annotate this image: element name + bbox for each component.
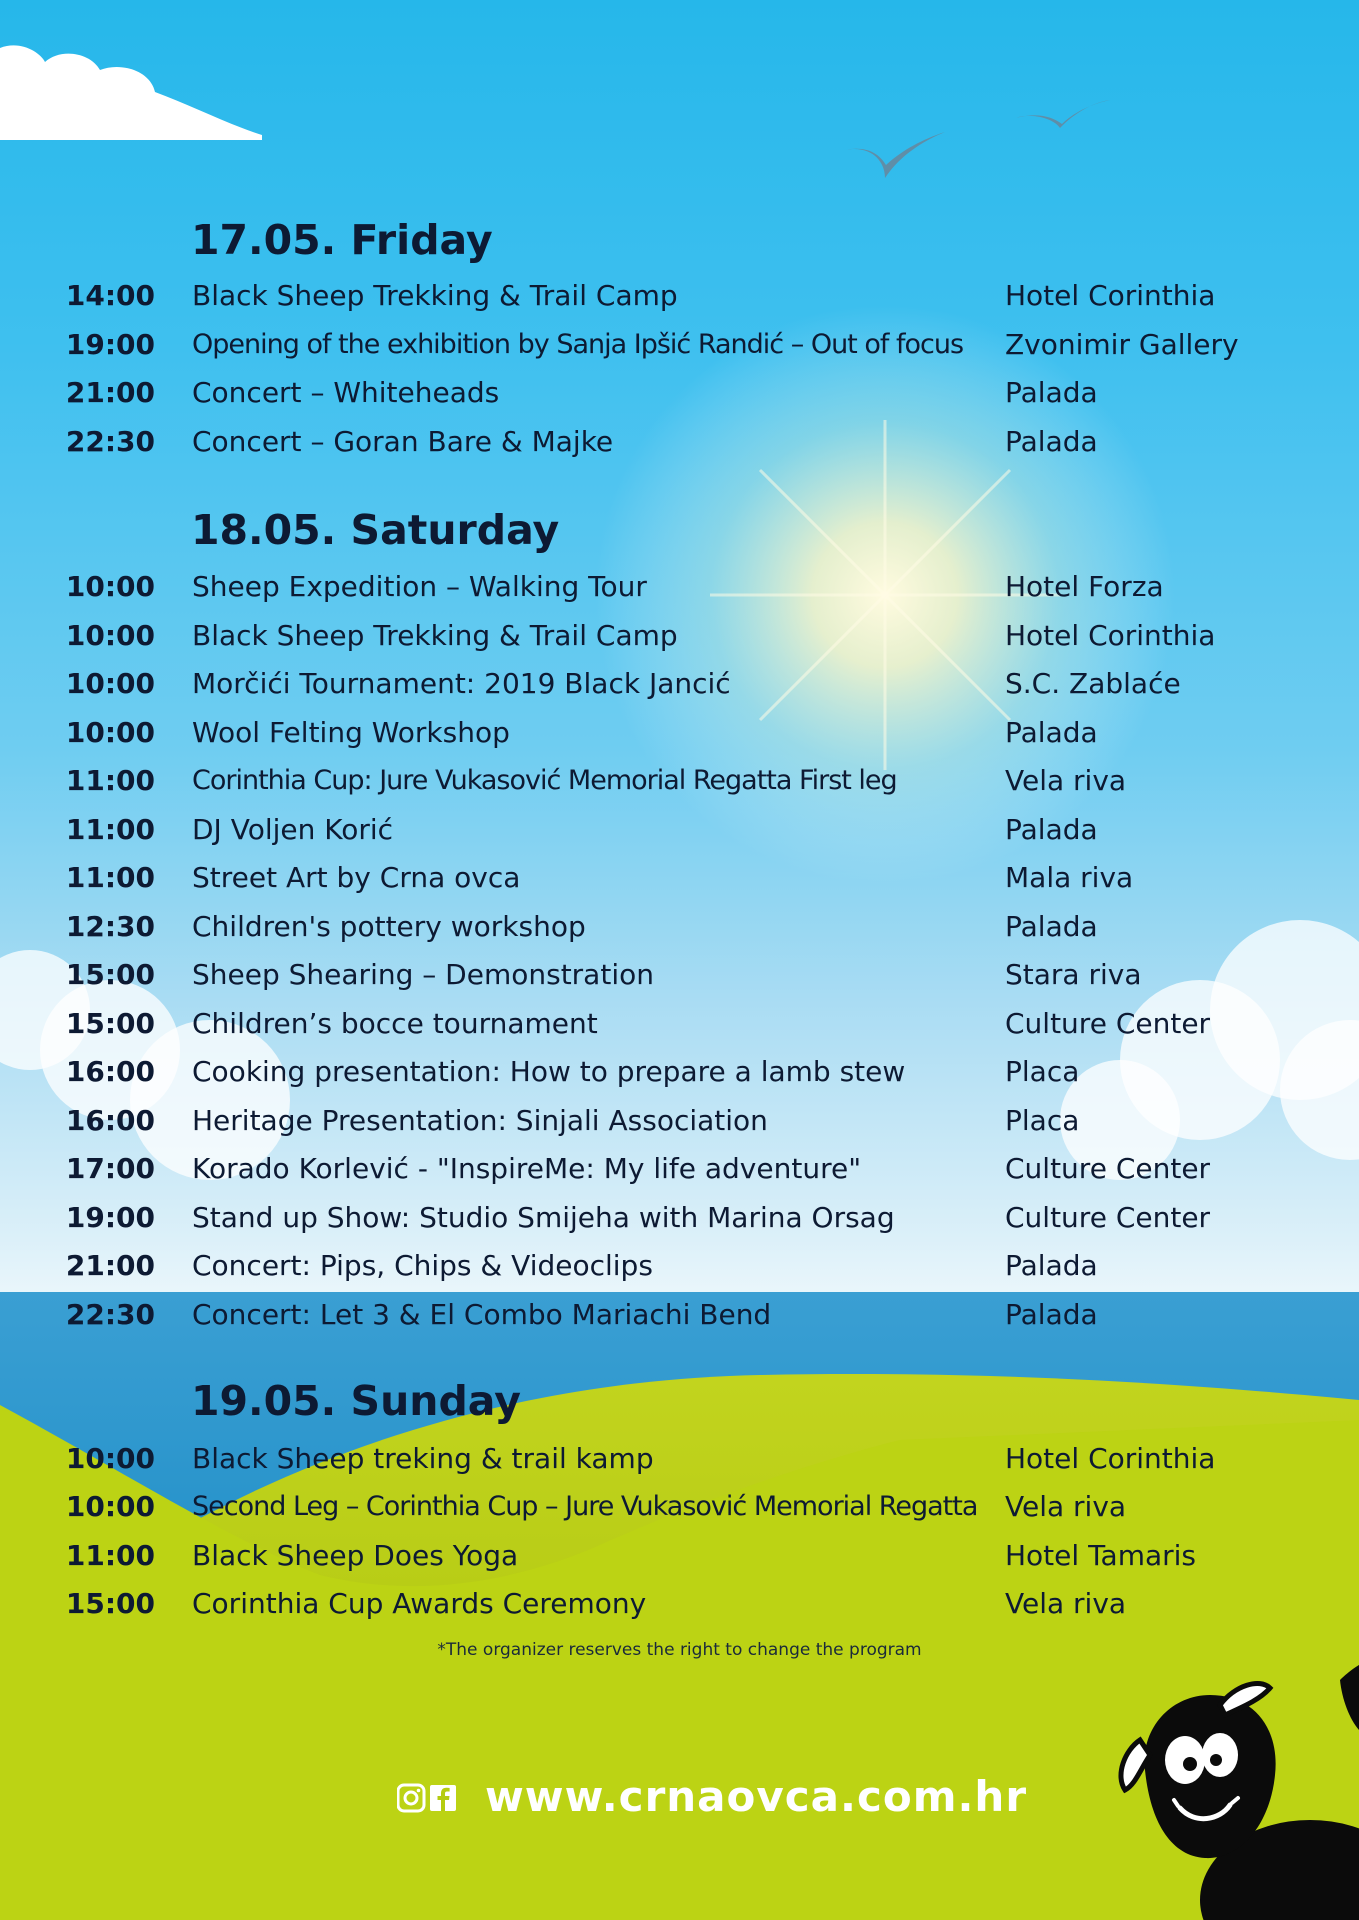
event-title: Street Art by Crna ovca bbox=[192, 861, 521, 894]
event-venue: Stara riva bbox=[1005, 958, 1142, 991]
event-time: 21:00 bbox=[65, 376, 155, 409]
event-time: 21:00 bbox=[65, 1249, 155, 1282]
event-time: 17:00 bbox=[65, 1152, 155, 1185]
event-row bbox=[0, 1293, 1359, 1337]
event-title: Concert – Whiteheads bbox=[192, 376, 500, 409]
event-time: 16:00 bbox=[65, 1055, 155, 1088]
event-venue: Palada bbox=[1005, 425, 1098, 458]
bird-right bbox=[1015, 100, 1110, 128]
event-time: 15:00 bbox=[65, 958, 155, 991]
event-row bbox=[0, 565, 1359, 609]
event-title: Opening of the exhibition by Sanja Ipšić Randić – Out of focus bbox=[192, 329, 964, 360]
event-title: Black Sheep Trekking & Trail Camp bbox=[192, 619, 678, 652]
event-time: 12:30 bbox=[65, 910, 155, 943]
event-time: 10:00 bbox=[65, 1490, 155, 1523]
event-row bbox=[0, 1002, 1359, 1046]
event-time: 19:00 bbox=[65, 328, 155, 361]
event-title: Korado Korlević - "InspireMe: My life adventure" bbox=[192, 1152, 862, 1185]
event-venue: Hotel Corinthia bbox=[1005, 1442, 1216, 1475]
event-row bbox=[0, 953, 1359, 997]
event-row bbox=[0, 274, 1359, 318]
event-title: Wool Felting Workshop bbox=[192, 716, 510, 749]
event-venue: Placa bbox=[1005, 1055, 1080, 1088]
event-row bbox=[0, 614, 1359, 658]
event-time: 10:00 bbox=[65, 716, 155, 749]
event-row bbox=[0, 1582, 1359, 1626]
event-title: Black Sheep treking & trail kamp bbox=[192, 1442, 654, 1475]
event-venue: Culture Center bbox=[1005, 1007, 1211, 1040]
event-title: Corinthia Cup: Jure Vukasović Memorial Regatta First leg bbox=[192, 765, 897, 796]
event-row bbox=[0, 662, 1359, 706]
event-row bbox=[0, 420, 1359, 464]
event-venue: Palada bbox=[1005, 1298, 1098, 1331]
facebook-icon[interactable] bbox=[430, 1785, 456, 1811]
event-venue: Hotel Forza bbox=[1005, 570, 1164, 603]
event-row bbox=[0, 1196, 1359, 1240]
event-title: Concert: Let 3 & El Combo Mariachi Bend bbox=[192, 1298, 772, 1331]
event-venue: Vela riva bbox=[1005, 764, 1127, 797]
event-row bbox=[0, 856, 1359, 900]
event-title: Stand up Show: Studio Smijeha with Marina Orsag bbox=[192, 1201, 895, 1234]
event-title: Sheep Expedition – Walking Tour bbox=[192, 570, 647, 603]
event-row bbox=[0, 1050, 1359, 1094]
event-venue: Palada bbox=[1005, 910, 1098, 943]
social-icons bbox=[397, 1783, 457, 1813]
event-time: 22:30 bbox=[65, 425, 155, 458]
event-title: Corinthia Cup Awards Ceremony bbox=[192, 1587, 647, 1620]
event-time: 10:00 bbox=[65, 1442, 155, 1475]
event-venue: Vela riva bbox=[1005, 1587, 1127, 1620]
event-time: 16:00 bbox=[65, 1104, 155, 1137]
event-time: 10:00 bbox=[65, 570, 155, 603]
event-venue: Mala riva bbox=[1005, 861, 1134, 894]
event-row bbox=[0, 1244, 1359, 1288]
event-row bbox=[0, 1147, 1359, 1191]
event-row bbox=[0, 1485, 1359, 1529]
event-row bbox=[0, 808, 1359, 852]
event-title: Morčići Tournament: 2019 Black Jancić bbox=[192, 667, 731, 700]
event-venue: Culture Center bbox=[1005, 1152, 1211, 1185]
day-heading-saturday: 18.05. Saturday bbox=[191, 506, 560, 554]
event-venue: Culture Center bbox=[1005, 1201, 1211, 1234]
event-row bbox=[0, 905, 1359, 949]
disclaimer: *The organizer reserves the right to change the program bbox=[437, 1640, 922, 1660]
cloud-top-left bbox=[0, 45, 262, 140]
event-title: Children’s bocce tournament bbox=[192, 1007, 598, 1040]
event-title: Cooking presentation: How to prepare a lamb stew bbox=[192, 1055, 906, 1088]
event-time: 22:30 bbox=[65, 1298, 155, 1331]
event-time: 11:00 bbox=[65, 1539, 155, 1572]
event-row bbox=[0, 711, 1359, 755]
event-title: Concert: Pips, Chips & Videoclips bbox=[192, 1249, 653, 1282]
event-time: 15:00 bbox=[65, 1007, 155, 1040]
event-venue: Palada bbox=[1005, 813, 1098, 846]
event-venue: Hotel Corinthia bbox=[1005, 619, 1216, 652]
event-venue: Zvonimir Gallery bbox=[1005, 328, 1239, 361]
event-venue: Hotel Corinthia bbox=[1005, 279, 1216, 312]
event-time: 14:00 bbox=[65, 279, 155, 312]
event-time: 10:00 bbox=[65, 619, 155, 652]
event-row bbox=[0, 1099, 1359, 1143]
event-title: Sheep Shearing – Demonstration bbox=[192, 958, 654, 991]
event-venue: Palada bbox=[1005, 716, 1098, 749]
event-title: Heritage Presentation: Sinjali Association bbox=[192, 1104, 768, 1137]
event-row bbox=[0, 323, 1359, 367]
event-row bbox=[0, 759, 1359, 803]
event-time: 11:00 bbox=[65, 861, 155, 894]
event-venue: S.C. Zablaće bbox=[1005, 667, 1181, 700]
day-heading-sunday: 19.05. Sunday bbox=[191, 1377, 521, 1425]
day-heading-friday: 17.05. Friday bbox=[191, 216, 493, 264]
event-time: 11:00 bbox=[65, 813, 155, 846]
event-title: DJ Voljen Korić bbox=[192, 813, 394, 846]
event-time: 10:00 bbox=[65, 667, 155, 700]
event-venue: Hotel Tamaris bbox=[1005, 1539, 1197, 1572]
event-time: 11:00 bbox=[65, 764, 155, 797]
event-venue: Placa bbox=[1005, 1104, 1080, 1137]
event-title: Black Sheep Trekking & Trail Camp bbox=[192, 279, 678, 312]
event-time: 15:00 bbox=[65, 1587, 155, 1620]
event-venue: Vela riva bbox=[1005, 1490, 1127, 1523]
instagram-icon[interactable] bbox=[398, 1785, 424, 1811]
event-venue: Palada bbox=[1005, 1249, 1098, 1282]
event-title: Second Leg – Corinthia Cup – Jure Vukasović Memorial Regatta bbox=[192, 1491, 978, 1522]
event-row bbox=[0, 1437, 1359, 1481]
black-sheep-mascot bbox=[1110, 1660, 1359, 1920]
event-row bbox=[0, 371, 1359, 415]
event-title: Concert – Goran Bare & Majke bbox=[192, 425, 614, 458]
event-time: 19:00 bbox=[65, 1201, 155, 1234]
event-row bbox=[0, 1534, 1359, 1578]
event-title: Black Sheep Does Yoga bbox=[192, 1539, 519, 1572]
website-link[interactable]: www.crnaovca.com.hr bbox=[485, 1772, 1028, 1821]
bird-left bbox=[845, 132, 945, 178]
event-title: Children's pottery workshop bbox=[192, 910, 586, 943]
event-venue: Palada bbox=[1005, 376, 1098, 409]
